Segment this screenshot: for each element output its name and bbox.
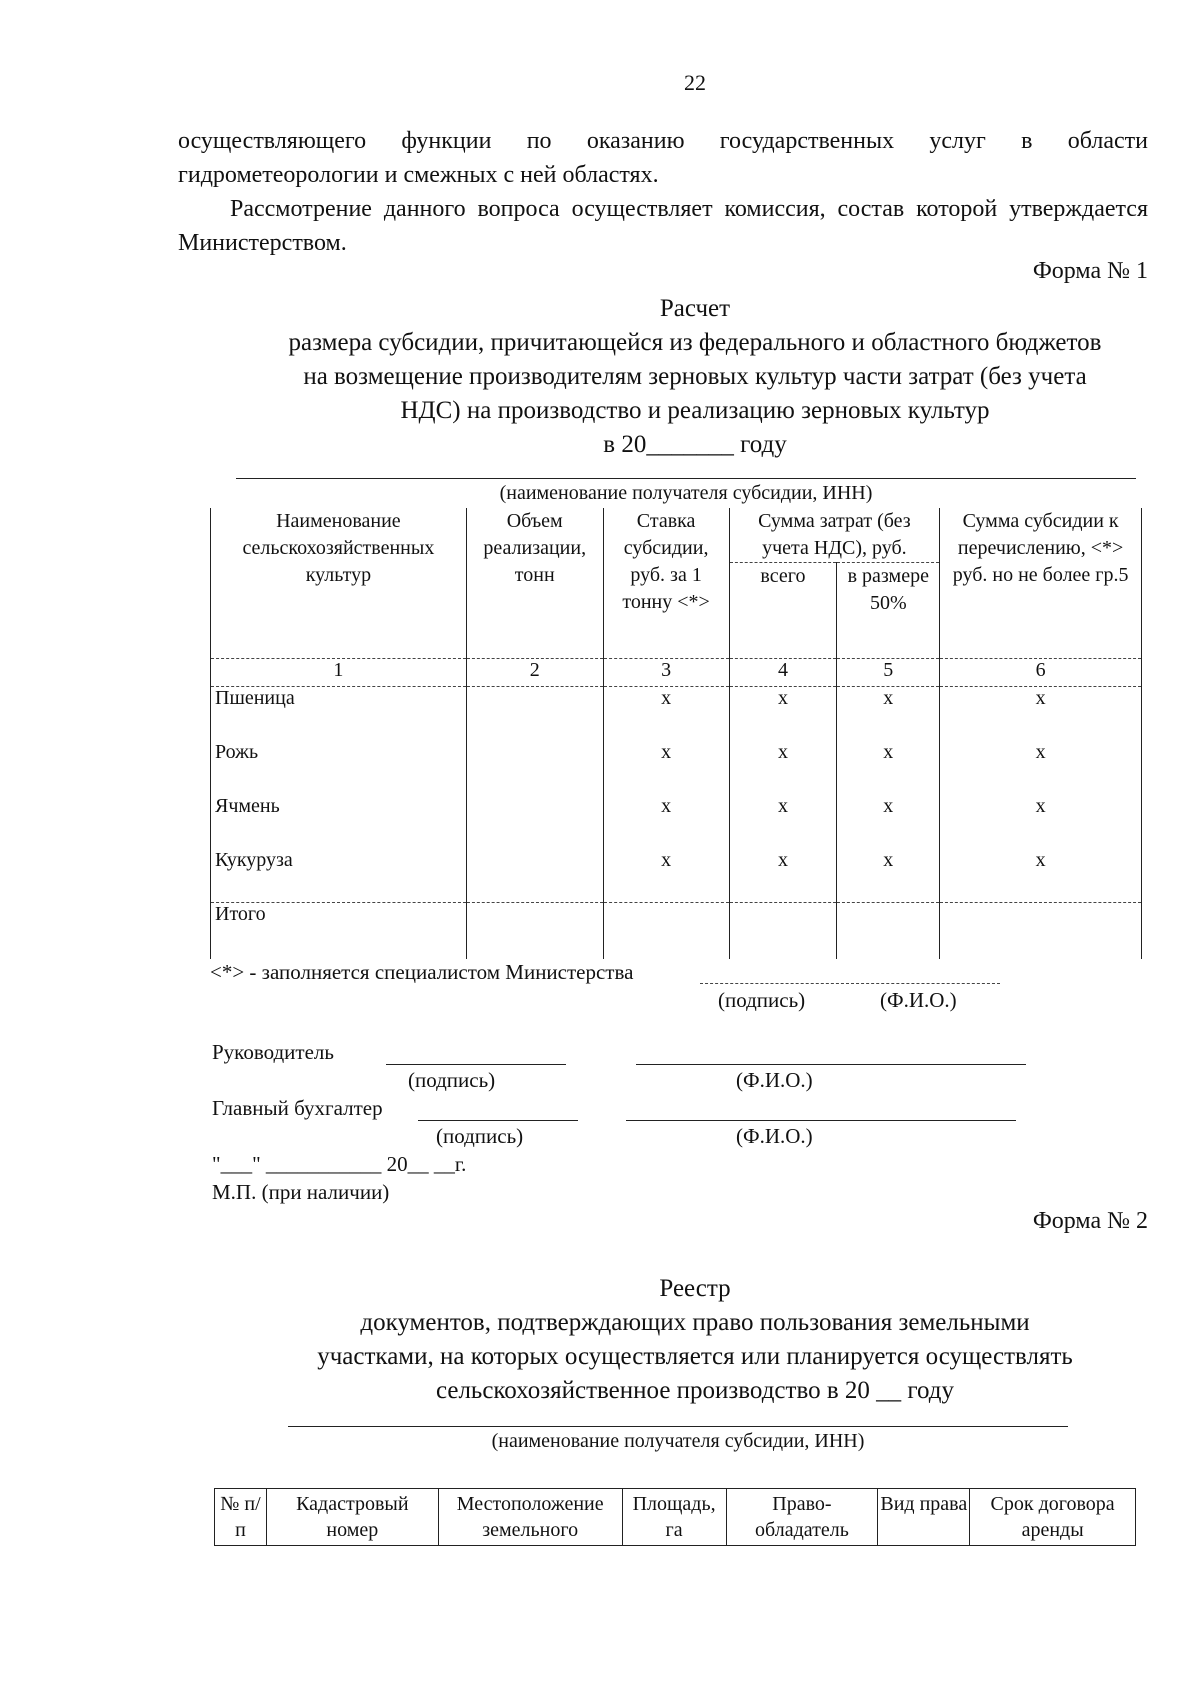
header-costs: Сумма затрат (без учета НДС), руб. [729,508,940,563]
footnote-sign-caption: (подпись) [718,988,806,1012]
cell-total: x [729,849,837,903]
header-owner: Право-обладатель [726,1489,878,1546]
header-location: Местоположение земельного [438,1489,622,1546]
intro-paragraph-2: Рассмотрение данного вопроса осуществляет комиссия, состав которой утверждается Министерством. [178,196,1148,256]
cell-total: x [729,687,837,741]
footnote-signature-line [700,983,1000,984]
cell-volume [466,687,603,741]
form2-recipient-caption: (наименование получателя субсидии, ИНН) [491,1430,865,1452]
cell-total: x [729,741,837,795]
cell-volume [466,849,603,903]
form1-recipient-caption: (наименование получателя субсидии, ИНН) [499,482,873,504]
recipient-line [236,478,1136,479]
cell-half: x [837,795,940,849]
col-number: 6 [940,659,1142,687]
page-number: 22 [684,70,706,95]
accountant-sign-caption: (подпись) [436,1124,524,1148]
form2-label: Форма № 2 [1032,1208,1148,1234]
stamp-label: М.П. (при наличии) [212,1180,390,1204]
accountant-fio-caption: (Ф.И.О.) [736,1124,813,1148]
accountant-label: Главный бухгалтер [212,1096,383,1120]
cell-rate: x [603,687,729,741]
header-row-number: № п/п [215,1489,267,1546]
cell-half [837,903,940,959]
accountant-fio-line [626,1120,1016,1121]
cell-volume [466,795,603,849]
form1-subtitle-line2: на возмещение производителям зерновых культур части затрат (без учета [303,363,1087,390]
header-subsidy-amount: Сумма субсидии к перечислению, <*> руб. но не более гр.5 [940,508,1142,659]
form2-title: Реестр [659,1275,731,1302]
cell-rate: x [603,849,729,903]
cell-rate: x [603,741,729,795]
col-number: 2 [466,659,603,687]
form1-label: Форма № 1 [1032,258,1148,284]
form1-year-line: в 20_______ году [603,431,787,458]
table-row [211,795,1142,849]
column-number-row [211,659,1142,687]
header-right-type: Вид права [878,1489,970,1546]
head-sign-caption: (подпись) [408,1068,496,1092]
form1-title: Расчет [659,295,731,322]
cell-half: x [837,741,940,795]
head-fio-caption: (Ф.И.О.) [736,1068,813,1092]
form1-subtitle-line3: НДС) на производство и реализацию зерновых культур [400,397,990,424]
form2-table [214,1488,1136,1546]
cell-total: x [729,795,837,849]
form1-subtitle-line1: размера субсидии, причитающейся из федерального и областного бюджетов [288,329,1102,356]
footnote-fio-caption: (Ф.И.О.) [880,988,957,1012]
form2-subtitle-line2: участками, на которых осуществляется или планируется осуществлять [317,1343,1073,1370]
cell-rate [603,903,729,959]
header-cadastral-number: Кадастровый номер [266,1489,438,1546]
header-subsidy-rate: Ставка субсидии, руб. за 1 тонну <*> [603,508,729,659]
header-lease-term: Срок договора аренды [970,1489,1136,1546]
cell-volume [466,903,603,959]
intro-paragraph-1: осуществляющего функции по оказанию государственных услуг в области гидрометеорологии и смежных с ней областях. [178,128,1148,188]
cell-total [729,903,837,959]
crop-name: Пшеница [211,687,467,741]
col-number: 1 [211,659,467,687]
head-fio-line [636,1064,1026,1065]
form1-footnote: <*> - заполняется специалистом Министерства [210,960,634,984]
head-label: Руководитель [212,1040,334,1064]
table-row [211,687,1142,741]
cell-subsidy: x [940,687,1142,741]
cell-volume [466,741,603,795]
form2-recipient-line [288,1426,1068,1427]
table-row [211,849,1142,903]
table-row [211,741,1142,795]
cell-rate: x [603,795,729,849]
crop-name: Ячмень [211,795,467,849]
cell-subsidy: x [940,741,1142,795]
cell-half: x [837,849,940,903]
col-number: 4 [729,659,837,687]
table-row-total [211,903,1142,959]
form1-table [210,508,1142,959]
form2-subtitle-line1: документов, подтверждающих право пользования земельными [360,1309,1030,1336]
header-costs-half: в размере 50% [837,563,940,659]
header-area: Площадь, га [622,1489,726,1546]
header-sales-volume: Объем реализации, тонн [466,508,603,659]
cell-subsidy: x [940,849,1142,903]
form2-subtitle-line3: сельскохозяйственное производство в 20 __ году [435,1377,955,1404]
accountant-sign-line [418,1120,578,1121]
header-costs-total: всего [729,563,837,659]
cell-subsidy: x [940,795,1142,849]
crop-name: Кукуруза [211,849,467,903]
col-number: 5 [837,659,940,687]
header-crop-name: Наименование сельскохозяйственных культур [211,508,467,659]
crop-name: Рожь [211,741,467,795]
date-line: "___" ___________ 20__ __г. [212,1152,467,1176]
crop-name: Итого [211,903,467,959]
cell-half: x [837,687,940,741]
cell-subsidy [940,903,1142,959]
col-number: 3 [603,659,729,687]
head-sign-line [386,1064,566,1065]
